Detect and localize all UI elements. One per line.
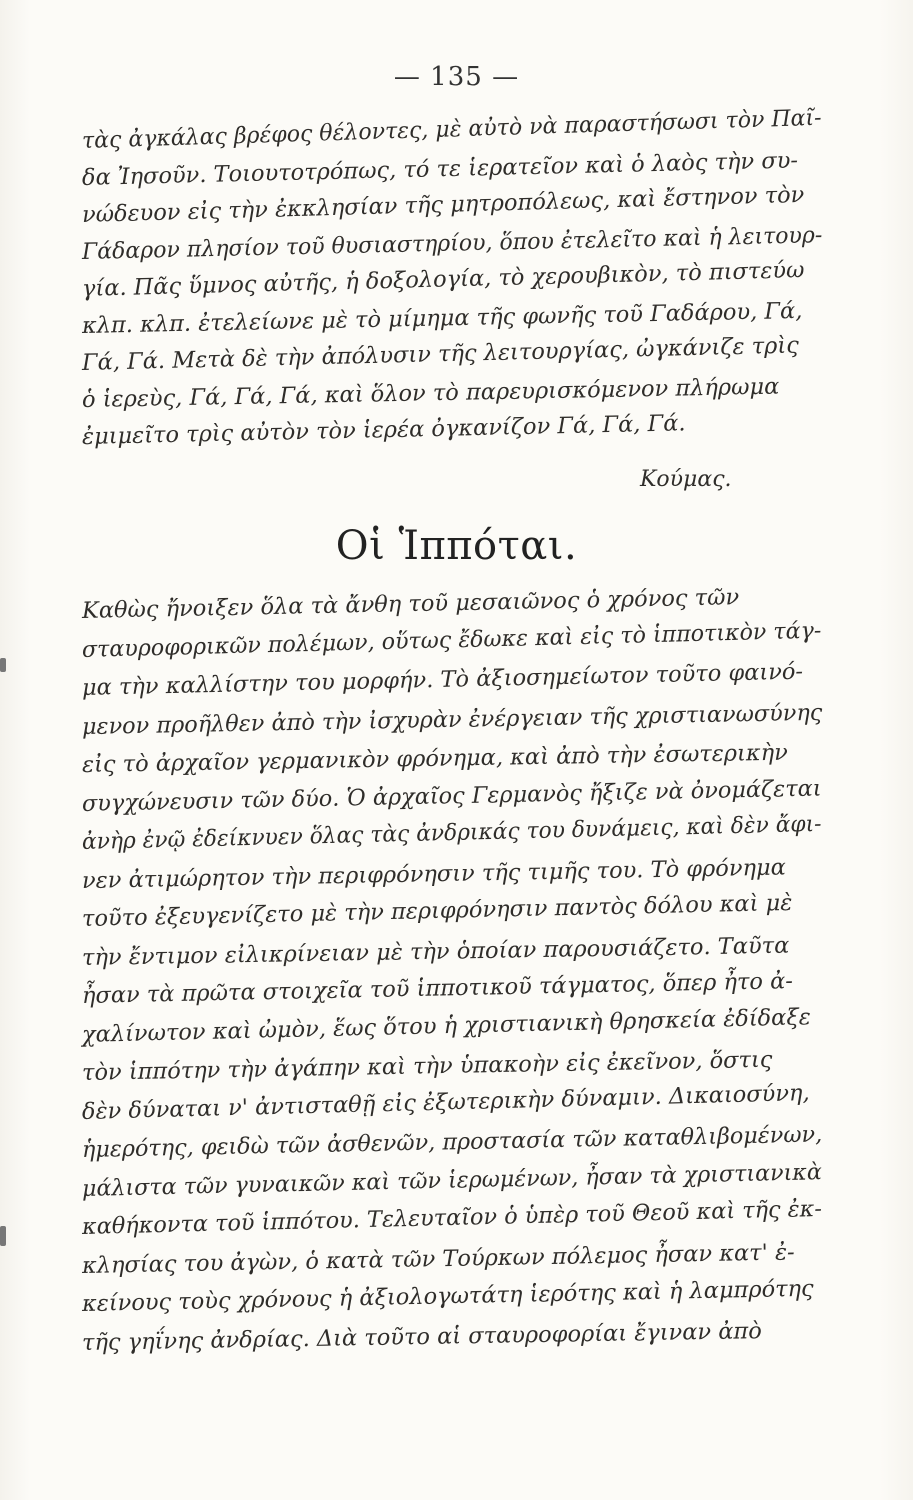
text-line: τὴν ἔντιμον εἰλικρίνειαν μὲ τὴν ὁποίαν παρουσιάζετο. Ταῦτα — [81, 932, 790, 971]
text-line: ὁ ἱερεὺς, Γά, Γά, Γά, καὶ ὅλον τὸ παρευρισκόμενον πλήρωμα — [81, 373, 780, 413]
text-line: δὲν δύναται ν' ἀντισταθῇ εἰς ἐξωτερικὴν δύναμιν. Δικαιοσύνη, — [81, 1079, 810, 1125]
text-line: Καθὼς ἤνοιξεν ὅλα τὰ ἄνθη τοῦ μεσαιῶνος ὁ χρόνος τῶν — [81, 584, 740, 624]
text-line: σταυροφορικῶν πολέμων, οὕτως ἔδωκε καὶ εἰς τὸ ἱπποτικὸν τάγ- — [81, 617, 822, 663]
page-edge-mark — [0, 658, 6, 672]
text-line: γία. Πᾶς ὕμνος αὐτῆς, ἡ δοξολογία, τὸ χερουβικὸν, τὸ πιστεύω — [81, 257, 805, 302]
text-line: νώδευον εἰς τὴν ἐκκλησίαν τῆς μητροπόλεως, καὶ ἔστηνον τὸν — [81, 181, 805, 228]
text-line: συγχώνευσιν τῶν δύο. Ὁ ἀρχαῖος Γερμανὸς ἤξιζε νὰ ὀνομάζεται — [81, 775, 822, 817]
text-line: καθήκοντα τοῦ ἱππότου. Τελευταῖον ὁ ὑπὲρ τοῦ Θεοῦ καὶ τῆς ἐκ- — [81, 1195, 823, 1240]
text-line: δα Ἰησοῦν. Τοιουτοτρόπως, τό τε ἱερατεῖον καὶ ὁ λαὸς τὴν συ- — [81, 147, 799, 191]
text-line: τὰς ἀγκάλας βρέφος θέλοντες, μὲ αὐτὸ νὰ παραστήσωσι τὸν Παῖ- — [81, 104, 822, 154]
text-line: εἰς τὸ ἀρχαῖον γερμανικὸν φρόνημα, καὶ ἀπὸ τὴν ἐσωτερικὴν — [81, 739, 788, 778]
page-number: — 135 — — [393, 62, 520, 92]
text-line: κλησίας του ἀγὼν, ὁ κατὰ τῶν Τούρκων πόλεμος ἦσαν κατ' ἐ- — [81, 1238, 795, 1279]
text-line: ἡμερότης, φειδὼ τῶν ἀσθενῶν, προστασία τῶν καταθλιβομένων, — [81, 1121, 823, 1163]
text-line: νεν ἀτιμώρητον τὴν περιφρόνησιν τῆς τιμῆς του. Τὸ φρόνημα — [81, 853, 787, 894]
text-line: τοῦτο ἐξευγενίζετο μὲ τὴν περιφρόνησιν παντὸς δόλου καὶ μὲ — [81, 889, 793, 932]
text-line: κλπ. κλπ. ἐτελείωνε μὲ τὸ μίμημα τῆς φωνῆς τοῦ Γαδάρου, Γά, — [81, 297, 803, 339]
author-signature: Κούμας. — [640, 467, 732, 492]
text-line: μάλιστα τῶν γυναικῶν καὶ τῶν ἱερωμένων, ἦσαν τὰ χριστιανικὰ — [81, 1158, 823, 1202]
text-line: χαλίνωτον καὶ ὠμὸν, ἕως ὅτου ἡ χριστιανικὴ θρησκεία ἐδίδαξε — [81, 1003, 812, 1048]
text-line: μα τὴν καλλίστην του μορφήν. Τὸ ἀξιοσημείωτον τοῦτο φαινό- — [81, 658, 804, 701]
text-line: τὸν ἱππότην τὴν ἀγάπην καὶ τὴν ὑπακοὴν εἰς ἐκεῖνον, ὅστις — [81, 1046, 773, 1086]
page-edge-mark — [0, 1226, 6, 1246]
text-line: κείνους τοὺς χρόνους ἡ ἀξιολογωτάτη ἱερότης καὶ ἡ λαμπρότης — [81, 1275, 814, 1317]
text-line: Γά, Γά. Μετὰ δὲ τὴν ἀπόλυσιν τῆς λειτουργίας, ὠγκάνιζε τρὶς — [81, 332, 800, 376]
text-line: ἐμιμεῖτο τρὶς αὐτὸν τὸν ἱερέα ὀγκανίζον Γά, Γά, Γά. — [81, 410, 686, 450]
text-line: τῆς γηΐνης ἀνδρίας. Διὰ τοῦτο αἱ σταυροφορίαι ἔγιναν ἀπὸ — [81, 1317, 762, 1356]
text-line: ἀνὴρ ἐνῷ ἐδείκνυεν ὅλας τὰς ἀνδρικάς του δυνάμεις, καὶ δὲν ἄφι- — [81, 810, 822, 855]
section-title: Οἱ Ἱππόται. — [335, 523, 578, 569]
text-line: Γάδαρον πλησίον τοῦ θυσιαστηρίου, ὅπου ἐτελεῖτο καὶ ἡ λειτουρ- — [81, 222, 823, 265]
text-line: μενον προῆλθεν ἀπὸ τὴν ἰσχυρὰν ἐνέργειαν τῆς χριστιανωσύνης — [81, 699, 823, 740]
text-line: ἦσαν τὰ πρῶτα στοιχεῖα τοῦ ἱπποτικοῦ τάγματος, ὅπερ ἦτο ἀ- — [81, 968, 794, 1009]
